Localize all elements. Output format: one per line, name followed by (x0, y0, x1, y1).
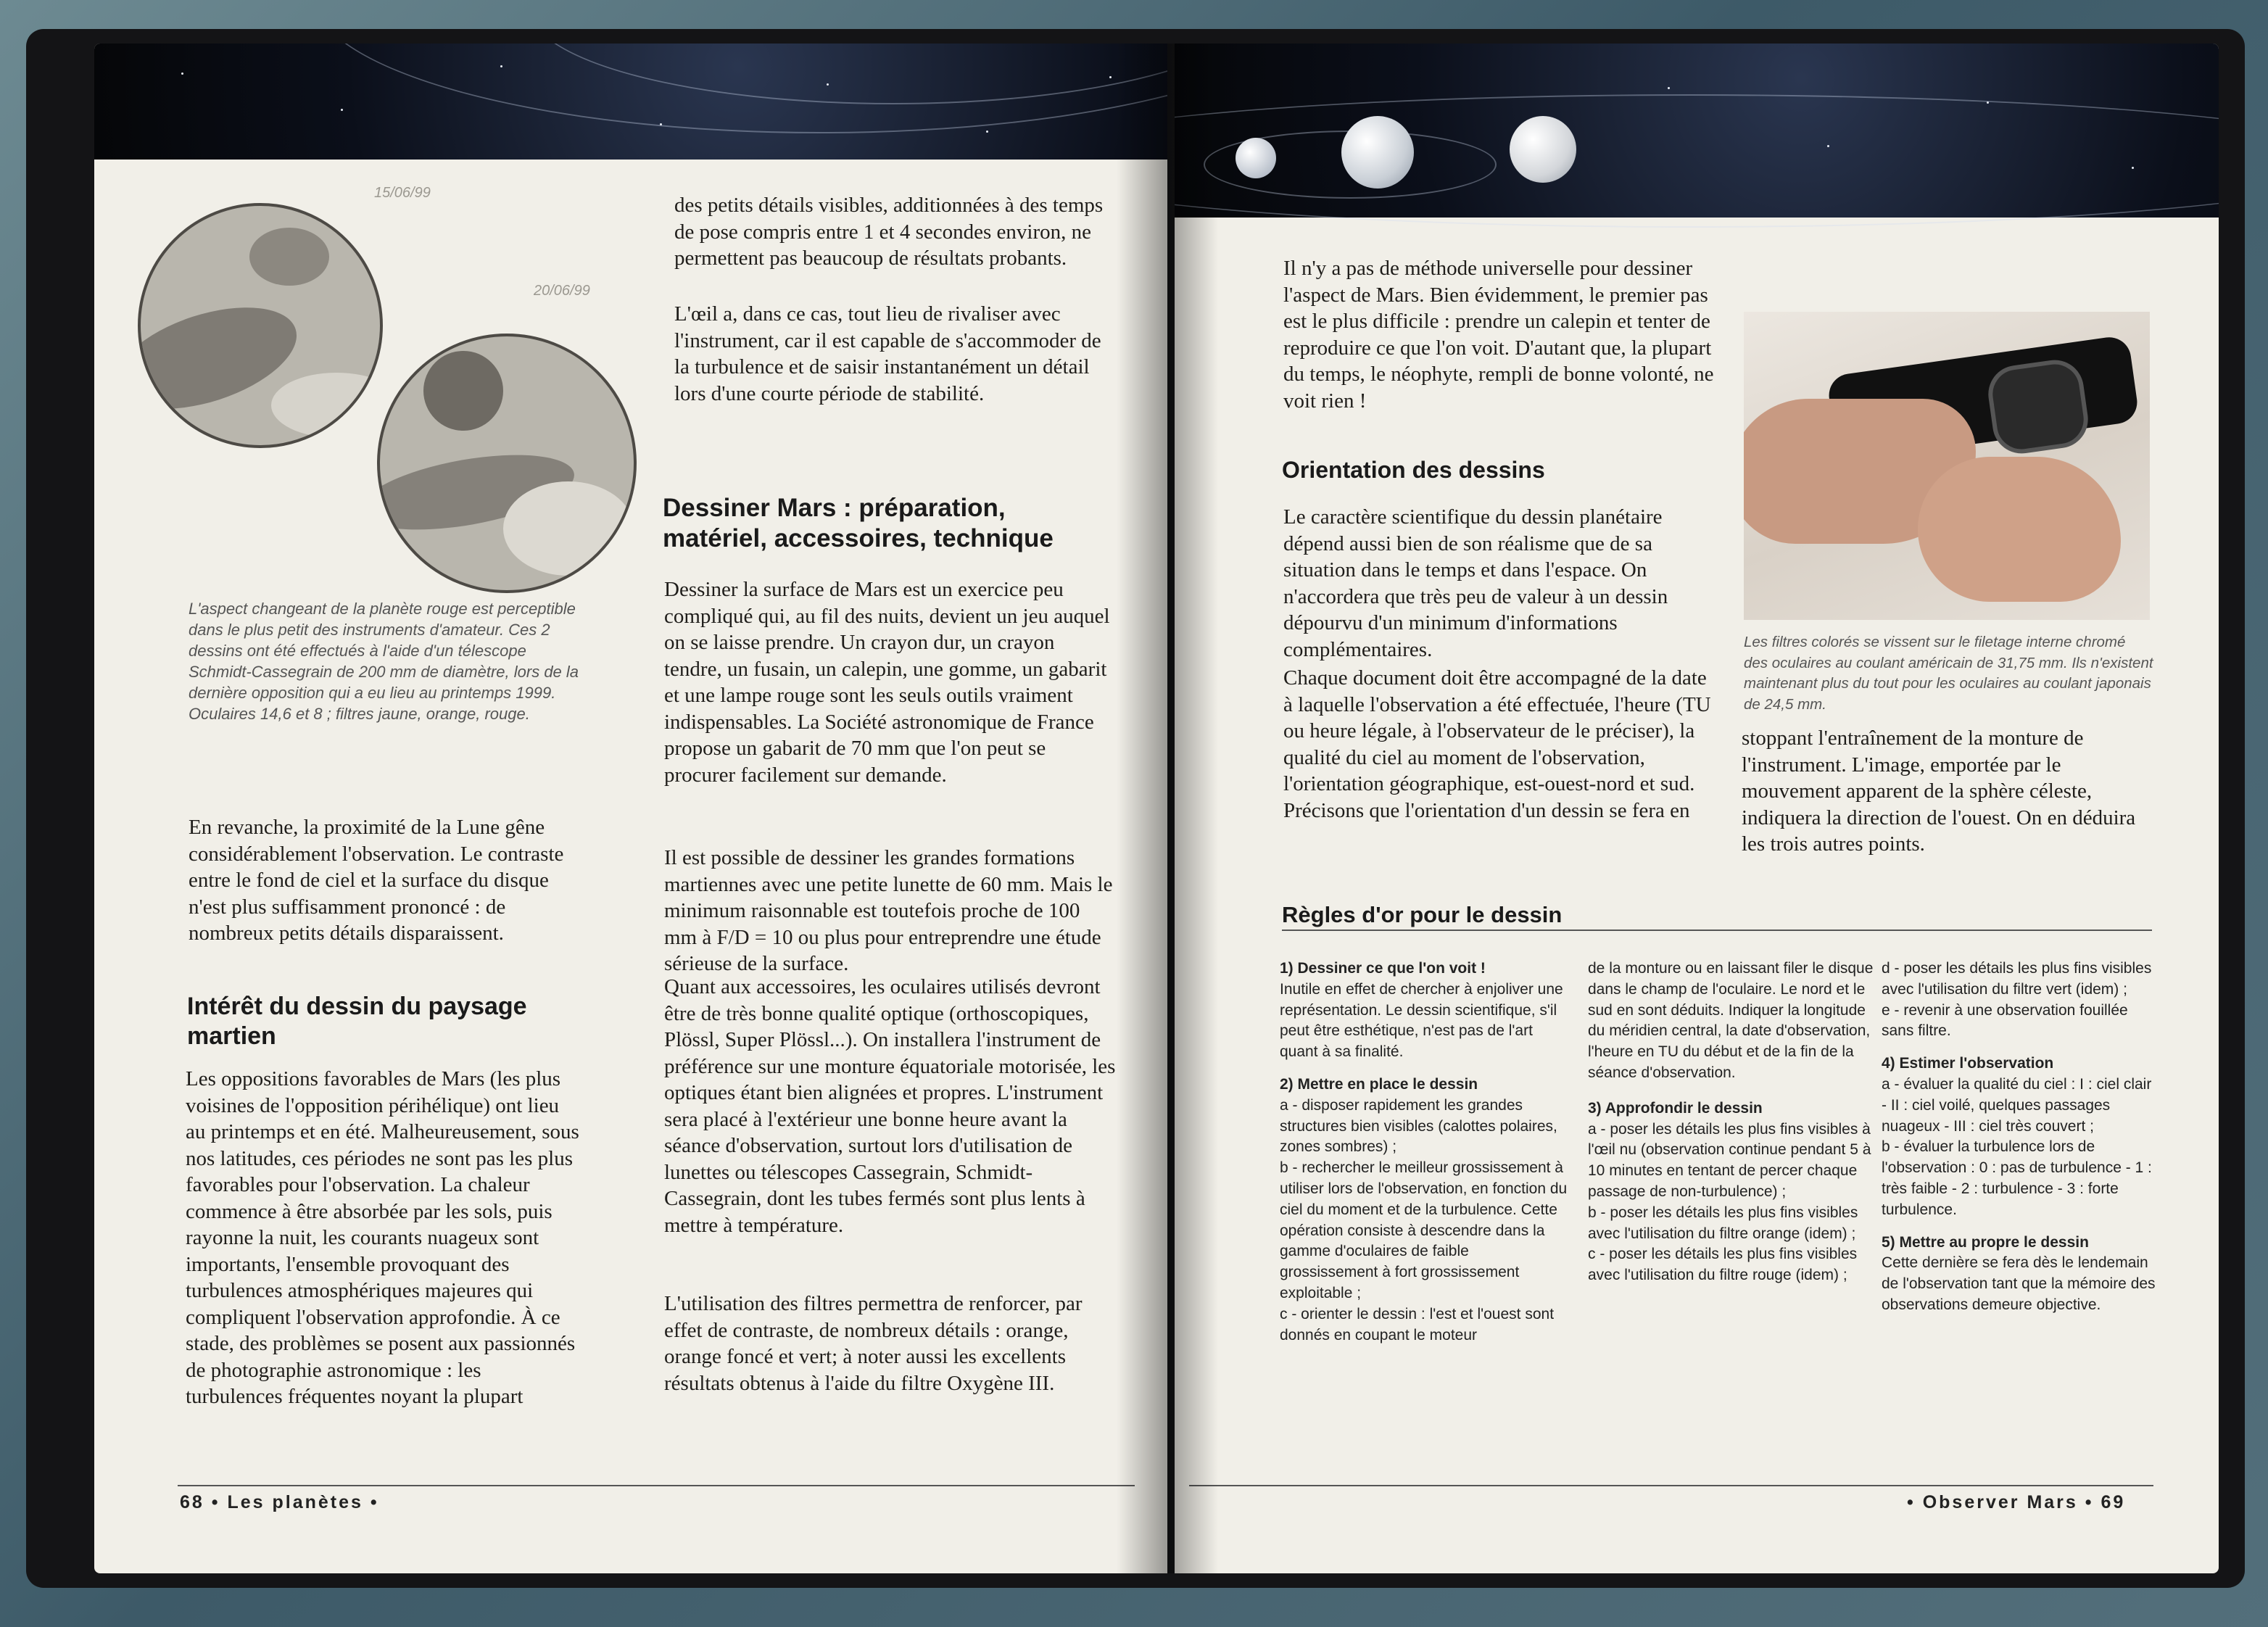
drawing-date-2: 20/06/99 (534, 283, 590, 299)
page-number: 69 (2101, 1492, 2126, 1512)
mars-dark-region (423, 351, 503, 431)
rule-text: b - poser les détails les plus fins visibles avec l'utilisation du filtre orange (idem) ; (1588, 1204, 1858, 1242)
space-header-illustration (94, 44, 1167, 160)
col2-top-paragraph: des petits détails visibles, additionnées à des temps de pose compris entre 1 et 4 secondes environ, ne permettent pas beaucoup de résultats probants. (674, 194, 1104, 270)
star (181, 73, 183, 75)
rule-text: b - évaluer la turbulence lors de l'observation : 0 : pas de turbulence - 1 : très faible - 2 : turbulence - 3 : forte turbulence. (1882, 1138, 2152, 1218)
star (1668, 87, 1670, 89)
mars-drawing-1 (138, 203, 383, 448)
heading-interet: Intérêt du dessin du paysage martien (187, 993, 527, 1050)
rules-column-2 (1588, 959, 1878, 1298)
rule-text: d - poser les détails les plus fins visibles avec l'utilisation du filtre vert (idem) ; (1882, 960, 2152, 998)
rule-title: 3) Approfondir le dessin (1588, 1099, 1763, 1117)
heading-regles: Règles d'or pour le dessin (1282, 902, 1563, 927)
star (660, 123, 662, 125)
star (827, 83, 829, 86)
hand-right (1918, 457, 2121, 602)
intro-paragraph: En revanche, la proximité de la Lune gêne considérablement l'observation. Le contraste entre le fond de ciel et la surface du disque n'est plus suffisamment prononcé : de nombreux petits détails disparaissent. (189, 816, 564, 945)
chapter-title: Observer Mars (1922, 1492, 2078, 1512)
folio-separator: • (370, 1492, 379, 1512)
page-folio-left (180, 1492, 379, 1513)
oeil-paragraph: L'œil a, dans ce cas, tout lieu de rivaliser avec l'instrument, car il est capable de s'accommoder de la turbulence et de saisir instantanément un détail lors d'une courte période de stabilité. (674, 302, 1101, 405)
footer-rule (178, 1485, 1135, 1486)
heading-dessiner: Dessiner Mars : préparation, matériel, accessoires, technique (663, 494, 1054, 552)
right-intro-paragraph: Il n'y a pas de méthode universelle pour dessiner l'aspect de Mars. Bien évidemment, le premier pas est le plus difficile : prendre un calepin et tenter de reproduire ce que l'on voit. D'autant que, la plupart du temps, le néophyte, rempli de bonne volonté, ne voit rien ! (1283, 257, 1714, 413)
orientation-paragraph-2: Chaque document doit être accompagné de la date à laquelle l'observation a été effectuée, l'heure (TU ou heure légale, à l'observateur de le préciser), la qualité du ciel au moment de l'observation, l'orientation géographique, est-ouest-nord et sud. Précisons que l'orientation d'un dessin se fera en (1283, 666, 1711, 822)
rules-column-3 (1882, 959, 2157, 1328)
rule-text: a - évaluer la qualité du ciel : I : ciel clair - II : ciel voilé, quelques passages nuageux - III : ciel très couvert ; (1882, 1075, 2152, 1135)
eyepiece-lens (1984, 356, 2092, 457)
filter-eyepiece-photo (1744, 312, 2150, 620)
rule-text: a - poser les détails les plus fins visibles à l'œil nu (observation continue pendant 5 à 10 minutes en tentant de percer chaque passage de non-turbulence) ; (1588, 1120, 1871, 1200)
right-page (1175, 44, 2219, 1573)
regles-rule (1282, 930, 2152, 931)
space-header-illustration (1175, 44, 2219, 218)
photo-caption: Les filtres colorés se vissent sur le filetage interne chromé des oculaires au coulant américain de 31,75 mm. Ils n'existent maintenant plus du tout pour les oculaires au coulant japonais de 24,5 mm. (1744, 634, 2153, 713)
rule-text: Cette dernière se fera dès le lendemain de l'observation tant que la mémoire des observations demeure objective. (1882, 1254, 2156, 1313)
mars-light-region (271, 373, 383, 438)
mars-drawings-caption: L'aspect changeant de la planète rouge est perceptible dans le plus petit des instruments d'amateur. Ces 2 dessins ont été effectués à l'aide d'un télescope Schmidt-Cassegrain de 200 mm de diamètre, lors de la dernière opposition qui a eu lieu au printemps 1999. Oculaires 14,6 et 8 ; filtres jaune, orange, rouge. (189, 600, 579, 723)
rule-text: e - revenir à une observation fouillée sans filtre. (1882, 1001, 2128, 1040)
star (1109, 76, 1112, 78)
possible-paragraph: Il est possible de dessiner les grandes formations martiennes avec une petite lunette de 60 mm. Mais le minimum raisonnable est toutefois proche de 100 mm à F/D = 10 ou plus pour entreprendre une étude sérieuse de la surface. (664, 846, 1113, 975)
rule-title: 2) Mettre en place le dessin (1280, 1075, 1478, 1093)
mars-light-region (503, 481, 634, 576)
star (500, 65, 502, 67)
star (986, 131, 988, 133)
heading-orientation: Orientation des dessins (1282, 457, 1545, 483)
rule-title: 1) Dessiner ce que l'on voit ! (1280, 960, 1486, 977)
rule-text: Inutile en effet de chercher à enjoliver une représentation. Le dessin scientifique, s'il peut être esthétique, n'est pas de l'art quant à sa finalité. (1280, 980, 1563, 1061)
rule-title: 4) Estimer l'observation (1882, 1055, 2054, 1072)
rule-text: a - disposer rapidement les grandes structures bien visibles (calottes polaires, zones sombres) ; (1280, 1096, 1557, 1156)
folio-separator: • (2085, 1492, 2094, 1512)
planet-medium (1510, 116, 1576, 183)
left-page (94, 44, 1167, 1573)
page-number: 68 (180, 1492, 204, 1512)
book-gutter (1117, 44, 1218, 1573)
oppositions-paragraph: Les oppositions favorables de Mars (les plus voisines de l'opposition périhélique) ont lieu au printemps et en été. Malheureusement, sous nos latitudes, ces périodes ne sont pas les plus favorables pour l'observation. La chaleur commence à être absorbée par les sols, puis rayonne la nuit, les courants nuageux sont importants, l'ensemble provoquant des turbulences atmosphériques majeures qui compliquent l'observation approfondie. À ce stade, des problèmes se posent aux passionnés de photographie astronomique : les turbulences fréquentes noyant la plupart (186, 1067, 579, 1408)
star (2132, 167, 2134, 169)
orientation-continued: stoppant l'entraînement de la monture de l'instrument. L'image, emportée par le mouvement apparent de la sphère céleste, indiquera la direction de l'ouest. On en déduira les trois autres points. (1742, 726, 2136, 856)
dessiner-paragraph: Dessiner la surface de Mars est un exercice peu compliqué qui, au fil des nuits, devient un jeu auquel on se laisse prendre. Un crayon dur, un crayon tendre, un fusain, un calepin, une gomme, un gabarit et une lampe rouge sont les seuls outils vraiment indispensables. La Société astronomique de France propose un gabarit de 70 mm que l'on peut se procurer facilement sur demande. (664, 578, 1110, 787)
planet-large (1341, 116, 1414, 189)
folio-separator: • (1907, 1492, 1916, 1512)
folio-separator: • (211, 1492, 220, 1512)
accessoires-paragraph: Quant aux accessoires, les oculaires utilisés devront être de très bonne qualité optique (orthoscopiques, Plössl, Super Plössl...). On installera l'instrument de préférence sur une monture équatoriale motorisée, les optiques étant bien alignées et propres. L'instrument sera placé à l'extérieur une bonne heure avant la séance d'observation, surtout lors d'utilisation de lunettes ou télescopes Cassegrain, Schmidt-Cassegrain, dont les tubes fermés sont plus lents à mettre à température. (664, 975, 1116, 1237)
rule-title: 5) Mettre au propre le dessin (1882, 1233, 2089, 1251)
chapter-title: Les planètes (227, 1492, 363, 1512)
rule-text: b - rechercher le meilleur grossissement à utiliser lors de l'observation, en fonction du ciel du moment et de la turbulence. Cette opération consiste à descendre dans la gamme d'oculaires de faible grossissement à fort grossissement exploitable ; (1280, 1159, 1568, 1301)
footer-rule (1189, 1485, 2153, 1486)
rule-text: c - orienter le dessin : l'est et l'ouest sont donnés en coupant le moteur (1280, 1305, 1555, 1344)
page-folio-right (1907, 1492, 2125, 1513)
drawing-date-1: 15/06/99 (374, 185, 431, 201)
orientation-paragraph-1: Le caractère scientifique du dessin planétaire dépend aussi bien de son réalisme que de sa situation dans le temps et dans l'espace. On n'accordera que très peu de valeur à un dessin dépourvu d'un minimum d'informations complémentaires. (1283, 505, 1668, 661)
rule-text: c - poser les détails les plus fins visibles avec l'utilisation du filtre rouge (idem) ; (1588, 1246, 1858, 1284)
mars-drawing-2 (377, 334, 637, 593)
rule-text: de la monture ou en laissant filer le disque dans le champ de l'oculaire. Le nord et le sud en sont déduits. Indiquer la longitude du méridien central, la date d'observation, l'heure en TU du début et de la fin de la séance d'observation. (1588, 960, 1874, 1081)
mars-dark-region (249, 228, 329, 286)
planet-small (1236, 138, 1276, 178)
rules-column-1 (1280, 959, 1570, 1357)
filtres-paragraph: L'utilisation des filtres permettra de renforcer, par effet de contraste, de nombreux détails : orange, orange foncé et vert; à noter aussi les excellents résultats obtenus à l'aide du filtre Oxygène III. (664, 1292, 1083, 1395)
star (1987, 102, 1989, 104)
star (341, 109, 343, 111)
star (1827, 145, 1829, 147)
